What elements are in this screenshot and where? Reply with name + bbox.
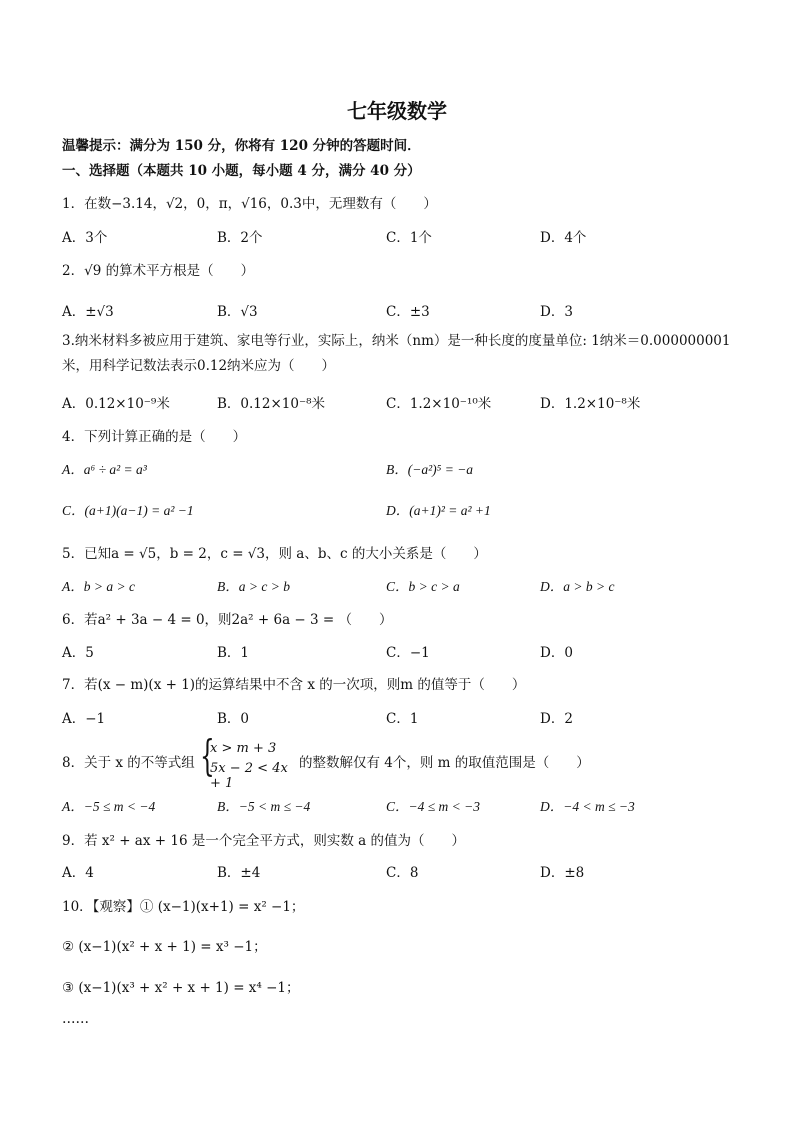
- q2-option-c: C．±3: [386, 304, 430, 320]
- q2-option-a: A．±√3: [62, 304, 114, 320]
- q5-option-b: B．a > c > b: [217, 579, 290, 594]
- q8-option-c: C．−4 ≤ m < −3: [386, 799, 480, 814]
- q4-option-a: A．a⁶ ÷ a² = a³: [62, 462, 147, 477]
- q1-option-d: D．4个: [540, 230, 587, 246]
- q9-option-c: C．8: [386, 865, 419, 881]
- q7-option-b: B．0: [217, 711, 250, 727]
- q2-option-b: B．√3: [217, 304, 258, 320]
- section-heading: 一、选择题（本题共 10 小题，每小题 4 分，满分 40 分）: [62, 163, 421, 179]
- q7-option-a: A．−1: [62, 711, 106, 727]
- tip-text: 温馨提示：满分为 150 分，你将有 120 分钟的答题时间．: [62, 138, 421, 154]
- q1-option-b: B．2个: [217, 230, 263, 246]
- question-9-stem: 9．若 x² + ax + 16 是一个完全平方式，则实数 a 的值为（ ）: [62, 833, 465, 849]
- q9-option-b: B．±4: [217, 865, 261, 881]
- question-8-stem-post: 的整数解仅有 4个，则 m 的取值范围是（ ）: [299, 755, 590, 771]
- page-title: 七年级数学: [347, 99, 447, 123]
- question-2-stem: 2．√9 的算术平方根是（ ）: [62, 263, 255, 279]
- q5-option-d: D．a > b > c: [540, 579, 615, 594]
- question-10-stem: 10．【观察】① (x−1)(x+1) = x² −1；: [62, 899, 305, 915]
- q1-option-a: A．3个: [62, 230, 108, 246]
- question-8-stem-pre: 8．关于 x 的不等式组: [62, 755, 195, 771]
- q3-option-b: B．0.12×10⁻⁸米: [217, 396, 326, 412]
- question-3-stem: 3.纳米材料多被应用于建筑、家电等行业，实际上，纳米（nm）是一种长度的度量单位: 1纳米＝0.000000001米，用科学记数法表示0.12纳米应为（ ）: [62, 333, 731, 374]
- q3-option-d: D．1.2×10⁻⁸米: [540, 396, 641, 412]
- q6-option-c: C．−1: [386, 645, 430, 661]
- q6-option-d: D．0: [540, 645, 573, 661]
- q3-option-c: C．1.2×10⁻¹⁰米: [386, 396, 492, 412]
- inequality-1: x > m + 3: [210, 741, 277, 756]
- q2-option-d: D．3: [540, 304, 573, 320]
- q1-option-c: C．1个: [386, 230, 432, 246]
- q4-option-b: B．(−a²)⁵ = −a: [386, 462, 474, 477]
- question-6-stem: 6．若a² + 3a − 4 = 0，则2a² + 6a − 3 = （ ）: [62, 612, 393, 628]
- q6-option-a: A．5: [62, 645, 94, 661]
- left-brace: {: [200, 731, 215, 780]
- q9-option-a: A．4: [62, 865, 94, 881]
- q10-observation-2: ② (x−1)(x² + x + 1) = x³ −1；: [62, 939, 267, 955]
- q4-option-c: C．(a+1)(a−1) = a² −1: [62, 503, 194, 518]
- inequality-2: 5x − 2 < 4x + 1: [210, 761, 288, 791]
- q8-option-a: A．−5 ≤ m < −4: [62, 799, 156, 814]
- q3-option-a: A．0.12×10⁻⁹米: [62, 396, 170, 412]
- question-4-stem: 4．下列计算正确的是（ ）: [62, 429, 247, 445]
- q5-option-a: A．b > a > c: [62, 579, 135, 594]
- q6-option-b: B．1: [217, 645, 250, 661]
- question-7-stem: 7．若(x − m)(x + 1)的运算结果中不含 x 的一次项，则m 的值等于（ ）: [62, 677, 526, 693]
- q10-ellipsis: ……: [62, 1011, 89, 1027]
- q10-observation-3: ③ (x−1)(x³ + x² + x + 1) = x⁴ −1；: [62, 980, 300, 996]
- question-5-stem: 5．已知a = √5，b = 2，c = √3，则 a、b、c 的大小关系是（ ）: [62, 546, 487, 562]
- q7-option-d: D．2: [540, 711, 573, 727]
- q9-option-d: D．±8: [540, 865, 585, 881]
- q5-option-c: C．b > c > a: [386, 579, 460, 594]
- q4-option-d: D．(a+1)² = a² +1: [386, 503, 491, 518]
- q8-option-b: B．−5 < m ≤ −4: [217, 799, 311, 814]
- inequality-system: [200, 731, 300, 791]
- q7-option-c: C．1: [386, 711, 419, 727]
- question-1-stem: 1．在数−3.14，√2，0，π，√16，0.3̇中，无理数有（ ）: [62, 196, 437, 212]
- q8-option-d: D．−4 < m ≤ −3: [540, 799, 635, 814]
